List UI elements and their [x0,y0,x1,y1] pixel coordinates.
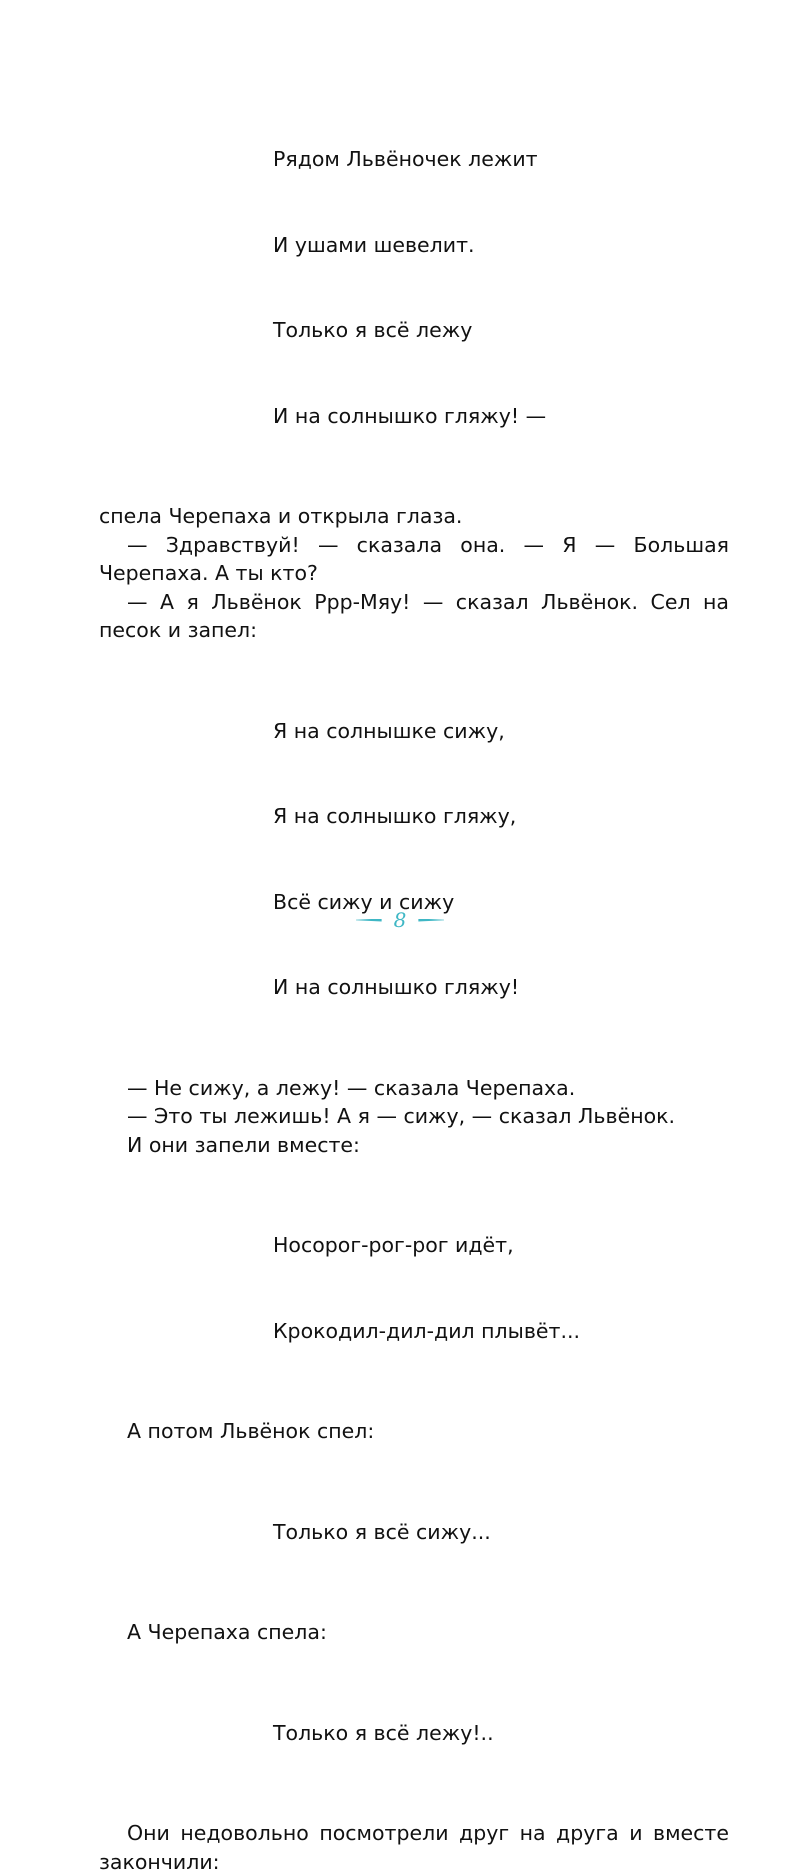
verse-1 [273,88,729,487]
verse-line: Только я всё лежу!.. [273,1720,494,1745]
paragraph: А потом Львёнок спел: [127,1419,375,1443]
verse-line: Только я всё сижу... [273,1519,491,1544]
paragraph: И они запели вместе: [127,1132,360,1157]
paragraph: Они недовольно посмотрели друг на друга и вместе закончили: [99,1821,729,1874]
page-number: 8 [393,908,407,932]
verse-line: Я на солнышке сижу, [273,718,505,743]
verse-line: Всё сижу и сижу [273,889,455,914]
paragraph: — Это ты лежишь! А я — сижу, — сказал Львёнок. [127,1104,676,1128]
verse-line: Рядом Львёночек лежит [273,147,538,171]
verse-4 [273,1461,729,1604]
verse-line: Я на солнышко гляжу, [273,804,517,828]
prose-5 [99,1819,729,1876]
page-footer [0,908,800,932]
verse-5 [273,1662,729,1805]
paragraph: А Черепаха спела: [127,1620,327,1644]
prose-1 [99,502,729,645]
prose-2 [99,1074,729,1160]
verse-line: И на солнышко гляжу! [273,975,520,999]
prose-3 [99,1417,729,1446]
paragraph: — Здравствуй! — сказала она. — Я — Большая Черепаха. А ты кто? [99,532,729,585]
verse-2 [273,660,729,1059]
verse-line: Носорог-рог-рог идёт, [273,1233,514,1257]
verse-line: И ушами шевелит. [273,232,475,257]
paragraph: спела Черепаха и открыла глаза. [99,504,463,528]
page-text [99,88,729,1876]
paragraph: — Не сижу, а лежу! — сказала Черепаха. [127,1075,576,1100]
verse-3 [273,1174,729,1402]
verse-line: Только я всё лежу [273,318,473,342]
verse-line: Крокодил-дил-дил плывёт... [273,1318,581,1343]
paragraph: — А я Львёнок Ррр-Мяу! — сказал Львёнок. Сел на песок и запел: [99,589,729,642]
footer-dash-left [356,919,382,922]
footer-dash-right [418,919,444,922]
verse-line: И на солнышко гляжу! — [273,403,547,428]
prose-4 [99,1618,729,1647]
